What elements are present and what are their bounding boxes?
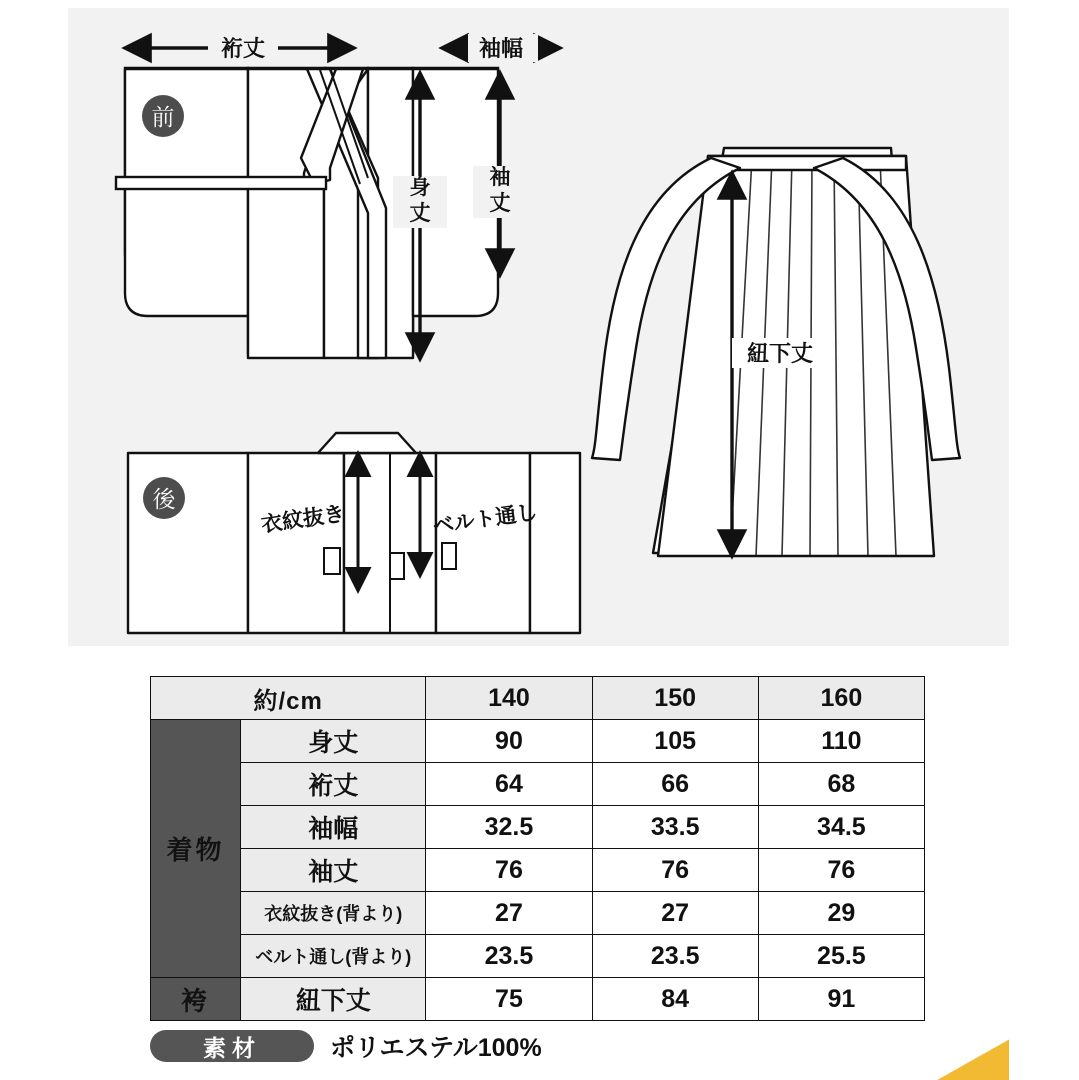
row-label-himoshitatake: 紐下丈 [241,978,426,1021]
row-label-emonnuki: 衣紋抜き(背より) [241,892,426,935]
cell-sodehaba-160: 34.5 [758,806,924,849]
category-hakama: 袴 [151,978,241,1021]
row-label-yuki: 裄丈 [241,763,426,806]
material-row [150,1029,940,1063]
table-row [151,763,925,806]
row-label-sodetake: 袖丈 [241,849,426,892]
cell-yuki-140: 64 [426,763,592,806]
material-label: 素材 [150,1030,314,1062]
table-header-row [151,677,925,720]
spec-table [150,676,925,1021]
cell-mitake-150: 105 [592,720,758,763]
size-header-160: 160 [758,677,924,720]
cell-belt-toshi-140: 23.5 [426,935,592,978]
table-row [151,892,925,935]
unit-header: 約/cm [151,677,426,720]
cell-yuki-160: 68 [758,763,924,806]
cell-belt-toshi-160: 25.5 [758,935,924,978]
front-badge-label: 前 [151,104,175,130]
cell-himoshitatake-140: 75 [426,978,592,1021]
cell-mitake-160: 110 [758,720,924,763]
back-badge-label: 後 [152,486,176,512]
cell-sodetake-140: 76 [426,849,592,892]
yuki-label: 裄丈 [220,36,266,61]
cell-belt-toshi-150: 23.5 [592,935,758,978]
emonnuki-label: 衣紋抜き [259,502,347,537]
cell-himoshitatake-160: 91 [758,978,924,1021]
material-value: ポリエステル100% [330,1034,542,1062]
spec-table-area [150,676,925,1021]
cell-emonnuki-160: 29 [758,892,924,935]
mitake-label-2: 丈 [409,202,431,225]
cell-yuki-150: 66 [592,763,758,806]
cell-emonnuki-140: 27 [426,892,592,935]
table-row [151,720,925,763]
table-row [151,849,925,892]
cell-emonnuki-150: 27 [592,892,758,935]
garment-diagram-svg [68,8,1009,646]
cell-sodetake-150: 76 [592,849,758,892]
bottom-right-white-strip [1009,1020,1079,1080]
table-row [151,935,925,978]
cell-sodetake-160: 76 [758,849,924,892]
belt-toshi-label: ベルト通し [431,500,539,539]
row-label-sodehaba: 袖幅 [241,806,426,849]
category-kimono: 着物 [151,720,241,978]
cell-sodehaba-140: 32.5 [426,806,592,849]
sodetake-label-2: 丈 [489,192,511,215]
illustration-panel [68,8,1009,646]
left-gutter [0,0,68,1080]
cell-sodehaba-150: 33.5 [592,806,758,849]
cell-himoshitatake-150: 84 [592,978,758,1021]
himoshitatake-label: 紐下丈 [746,341,814,366]
size-header-140: 140 [426,677,592,720]
table-row [151,806,925,849]
cell-mitake-140: 90 [426,720,592,763]
table-row [151,978,925,1021]
right-gutter [1009,0,1079,1080]
row-label-belt-toshi: ベルト通し(背より) [241,935,426,978]
size-header-150: 150 [592,677,758,720]
sodetake-label-1: 袖 [489,166,511,189]
sodehaba-label: 袖幅 [478,36,524,61]
row-label-mitake: 身丈 [241,720,426,763]
mitake-label-1: 身 [409,176,431,199]
